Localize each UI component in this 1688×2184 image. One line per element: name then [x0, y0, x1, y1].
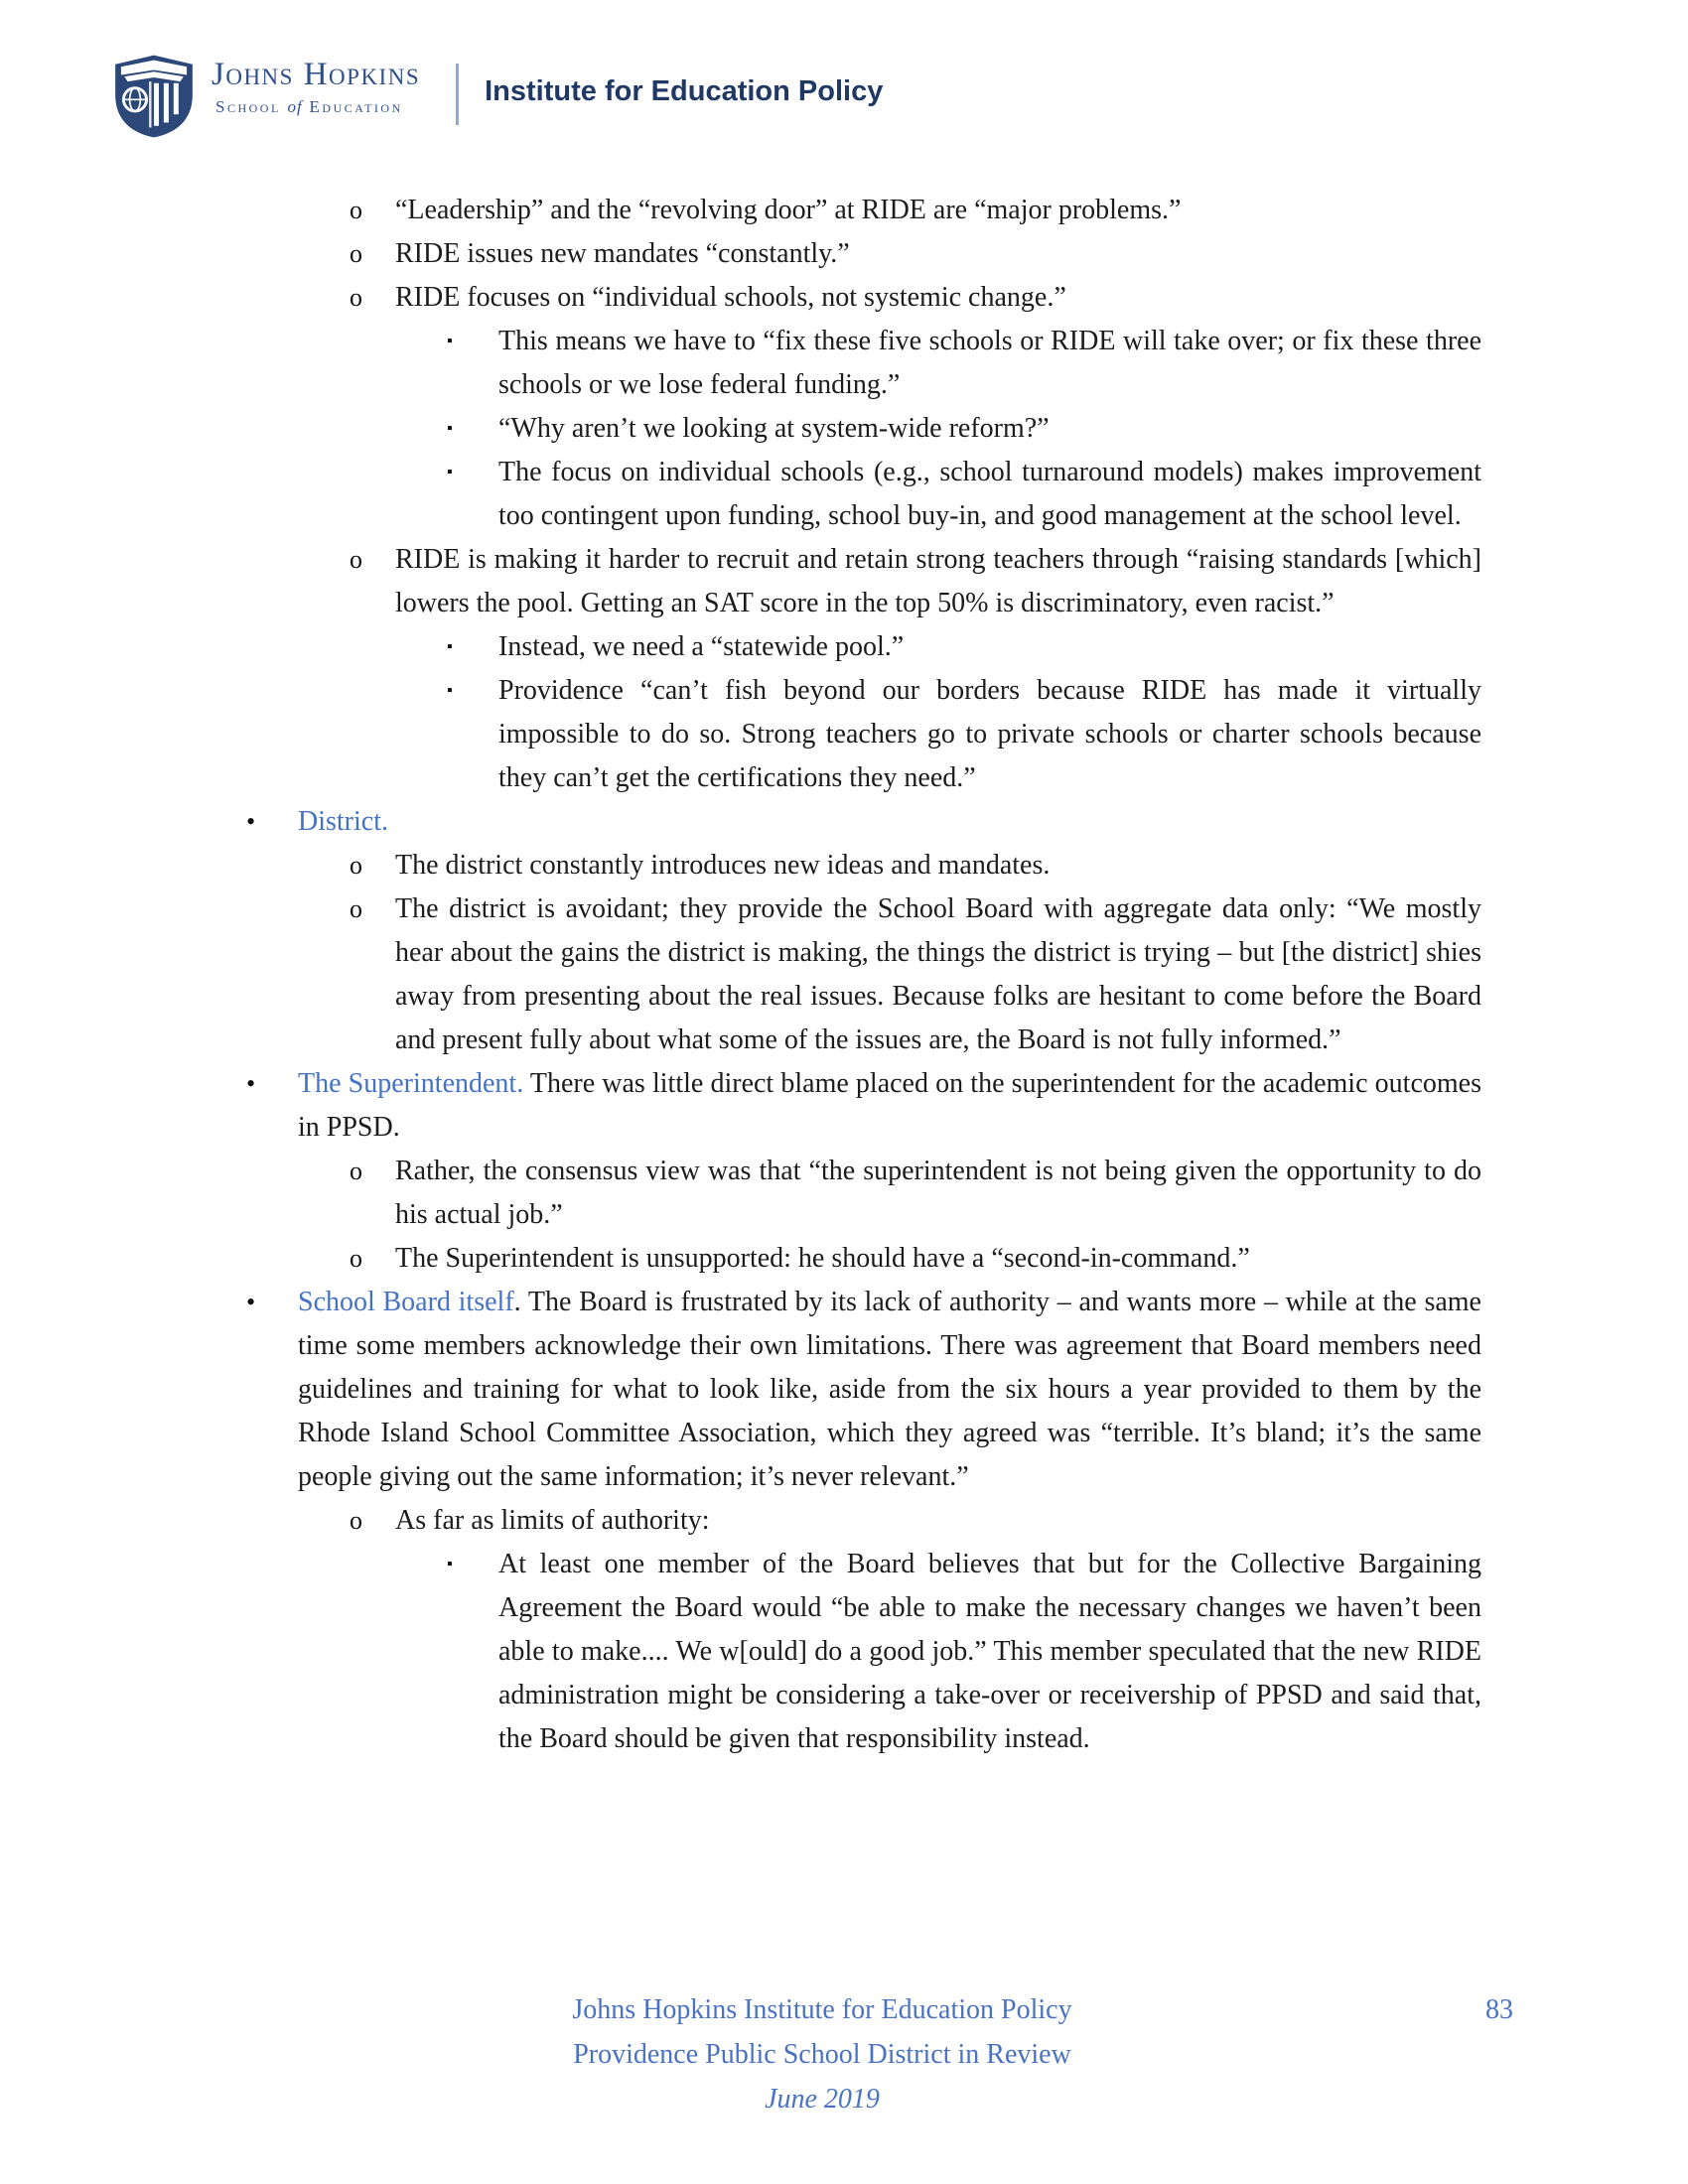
page-header [112, 54, 883, 139]
list-item [0, 1150, 1688, 1237]
footer-report-title: Providence Public School District in Review [573, 2039, 1071, 2070]
list-item [0, 451, 1688, 538]
list-item-text: The district is avoidant; they provide the School Board with aggregate data only: “We mostly hear about the gains the district is making, the things the district is trying – but [the district] shies away from presenting about the real issues. Because folks are hesitant to come before the Board and present fully about what some of the issues are, the Board is not fully informed.” [395, 893, 1481, 1055]
list-item [0, 320, 1688, 407]
circle-bullet-icon: o [350, 545, 362, 574]
list-item-text: “Leadership” and the “revolving door” at RIDE are “major problems.” [395, 195, 1182, 225]
wordmark-title: Johns Hopkins [211, 57, 421, 92]
section-lead-district: District. [298, 806, 388, 837]
list-item [0, 1281, 1688, 1499]
list-item [0, 625, 1688, 669]
list-item [0, 800, 1688, 844]
list-item [0, 1237, 1688, 1281]
square-bullet-icon: ▪ [447, 464, 453, 480]
list-item-text: . The Board is frustrated by its lack of authority – and wants more – while at the same time some members acknowledge their own limitations. There was agreement that Board members need guidelines and training for what to look like, aside from the six hours a year provided to them by the Rhode Island School Committee Association, which they agreed was “terrible. It’s bland; it’s the same people giving out the same information; it’s never relevant.” [298, 1287, 1481, 1492]
list-item-text: The Superintendent is unsupported: he should have a “second-in-command.” [395, 1243, 1250, 1274]
circle-bullet-icon: o [350, 283, 362, 312]
list-item [0, 407, 1688, 451]
section-lead-superintendent: The Superintendent. [298, 1068, 524, 1099]
header-divider [456, 64, 459, 125]
logo-wordmark [211, 58, 420, 119]
page-number: 83 [1485, 1994, 1513, 2025]
circle-bullet-icon: o [350, 851, 362, 880]
list-item-text: The district constantly introduces new ideas and mandates. [395, 850, 1051, 881]
list-item-text: RIDE issues new mandates “constantly.” [395, 238, 850, 269]
list-item [0, 538, 1688, 625]
disc-bullet-icon: • [246, 1069, 256, 1098]
list-item-text: The focus on individual schools (e.g., school turnaround models) makes improvement too contingent upon funding, school buy-in, and good management at the school level. [498, 457, 1481, 531]
disc-bullet-icon: • [246, 807, 256, 836]
page-footer [0, 1987, 1666, 2121]
square-bullet-icon: ▪ [447, 420, 453, 437]
circle-bullet-icon: o [350, 1244, 362, 1273]
circle-bullet-icon: o [350, 1157, 362, 1185]
list-item [0, 232, 1688, 276]
footer-date: June 2019 [765, 2084, 880, 2115]
list-item [0, 1499, 1688, 1543]
list-item [0, 887, 1688, 1062]
list-item [0, 844, 1688, 887]
wordmark-subtitle: School of Education [215, 97, 403, 116]
section-lead-school-board: School Board itself [298, 1287, 514, 1317]
circle-bullet-icon: o [350, 894, 362, 923]
list-item-text: “Why aren’t we looking at system-wide reform?” [498, 413, 1050, 444]
list-item-text: RIDE is making it harder to recruit and retain strong teachers through “raising standards [which] lowers the pool. Getting an SAT score in the top 50% is discriminatory, even racist.” [395, 544, 1481, 618]
document-body [0, 189, 1688, 1761]
list-item-text: RIDE focuses on “individual schools, not systemic change.” [395, 282, 1066, 313]
list-item-text: Instead, we need a “statewide pool.” [498, 631, 905, 662]
list-item-text: As far as limits of authority: [395, 1505, 710, 1536]
square-bullet-icon: ▪ [447, 1556, 453, 1572]
list-item-text: At least one member of the Board believes that but for the Collective Bargaining Agreement the Board would “be able to make the necessary changes we haven’t been able to make.... We w[ould] do a good job.” This member speculated that the new RIDE administration might be considering a take-over or receivership of PPSD and said that, the Board should be given that responsibility instead. [498, 1549, 1481, 1754]
list-item-text: This means we have to “fix these five schools or RIDE will take over; or fix these three schools or we lose federal funding.” [498, 326, 1481, 400]
circle-bullet-icon: o [350, 196, 362, 224]
square-bullet-icon: ▪ [447, 682, 453, 699]
johns-hopkins-shield-icon [112, 54, 196, 139]
list-item [0, 189, 1688, 232]
list-item-text: There was little direct blame placed on the superintendent for the academic outcomes in PPSD. [298, 1068, 1481, 1143]
list-item [0, 1062, 1688, 1150]
list-item [0, 276, 1688, 320]
list-item [0, 669, 1688, 800]
footer-org: Johns Hopkins Institute for Education Policy [572, 1994, 1072, 2025]
circle-bullet-icon: o [350, 1506, 362, 1535]
disc-bullet-icon: • [246, 1288, 256, 1316]
circle-bullet-icon: o [350, 239, 362, 268]
square-bullet-icon: ▪ [447, 638, 453, 655]
list-item-text: Rather, the consensus view was that “the superintendent is not being given the opportunity to do his actual job.” [395, 1156, 1481, 1230]
square-bullet-icon: ▪ [447, 333, 453, 349]
institute-title: Institute for Education Policy [485, 75, 884, 107]
list-item-text: Providence “can’t fish beyond our borders because RIDE has made it virtually impossible to do so. Strong teachers go to private schools or charter schools because they can’t get the certifications they need.” [498, 675, 1481, 793]
list-item [0, 1543, 1688, 1761]
